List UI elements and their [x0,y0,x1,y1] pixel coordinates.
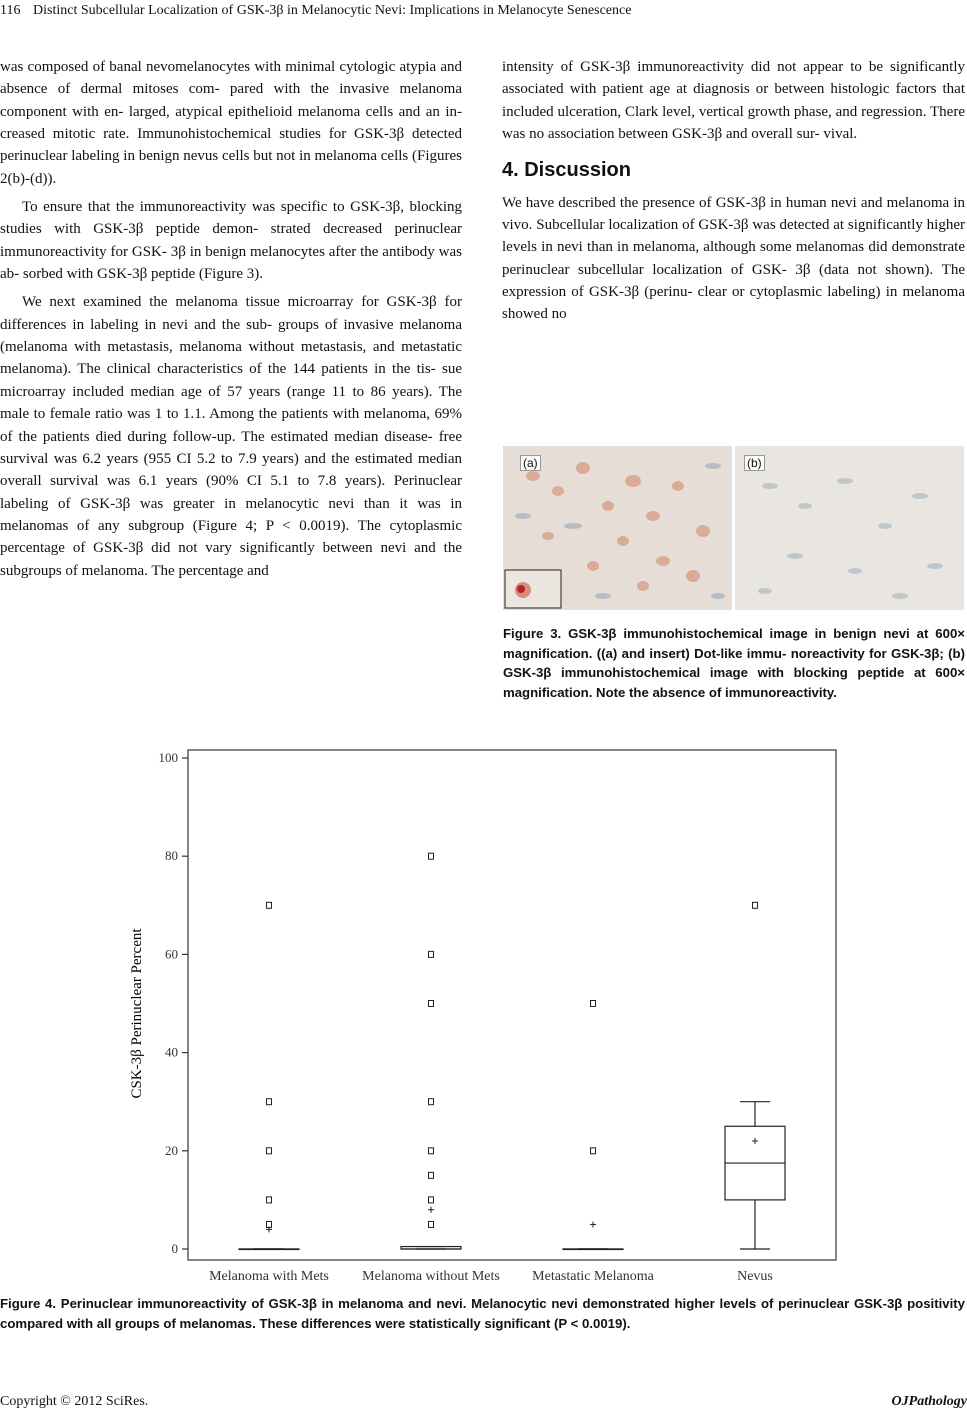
box-plots [239,853,785,1249]
y-tick-label: 60 [165,946,178,962]
outlier-point [429,1148,434,1154]
running-header [0,0,967,22]
section-heading-discussion: 4. Discussion [502,159,631,182]
y-tick-label: 80 [165,848,178,864]
outlier-point [267,1197,272,1203]
page-number: 116 [0,3,21,18]
outlier-point [429,1172,434,1178]
outlier-point [429,1197,434,1203]
outlier-point [267,1099,272,1105]
figure3-caption: Figure 3. GSK-3β immunohistochemical image in benign nevi at 600× magnification. ((a) and insert) Dot-like immu- noreactivity for GSK-3β; (b) GSK-3β immunohistochemical image with blocking peptide at 600× magnification. Note the absence of immunoreactivity. [503,626,965,700]
left-column [0,56,462,582]
paragraph-right-2: We have described the presence of GSK-3β in human nevi and melanoma in vivo. Subcellular localization of GSK-3β was detected at significantly higher levels in nevi than in melanoma, although some melanomas did demonstrate perinuclear subcellular localization of GSK- 3β (data not shown). The expression of GSK-3β (perinu- clear or cytoplasmic labeling) in melanoma showed no [502,194,965,323]
outlier-point [429,1001,434,1007]
running-title: Distinct Subcellular Localization of GSK-3β in Melanocytic Nevi: Implications in Melanocyte Senescence [33,3,632,18]
paragraph-right-1: intensity of GSK-3β immunoreactivity did not appear to be significantly associated with patient age at diagnosis or between histologic factors that included ulceration, Clark level, vertical growth phase, and regression. There was no association between GSK-3β and overall sur- vival. [502,59,965,143]
y-axis-label: CSK-3β Perinuclear Percent [129,928,145,1099]
outlier-point [267,1148,272,1154]
box-nevus [725,902,785,1249]
figure3-panel-b [735,446,964,610]
outlier-point [591,1001,596,1007]
y-axis [159,750,189,1256]
x-axis-labels [209,1269,773,1284]
paragraph-left-1: was composed of banal nevomelanocytes with minimal cytologic atypia and absence of dermal mitoses com- pared with the invasive melanoma component with en- larged, atypical epithelioid melanoma cells and an in- creased mitotic rate. Immunohistochemical studies for GSK-3β detected perinuclear labeling in benign nevus cells but not in melanoma cells (Figures 2(b)-(d)). [0,59,462,187]
outlier-point [591,1148,596,1154]
box-melanoma-without-mets [401,853,461,1249]
outlier-point [753,902,758,908]
panel-label-b: (b) [744,455,765,471]
figure3-panel-a [503,446,732,610]
box-melanoma-with-mets [239,902,299,1249]
copyright-notice: Copyright © 2012 SciRes. [0,1394,149,1409]
outlier-point [429,951,434,957]
paragraph-left-2: To ensure that the immunoreactivity was specific to GSK-3β, blocking studies with GSK-3β peptide demon- strated decreased perinuclear immunoreactivity for GSK- 3β in benign melanocytes after the antibody was ab- sorbed with GSK-3β peptide (Figure 3). [0,199,462,283]
panel-label-a: (a) [520,455,541,471]
journal-name: OJPathology [891,1394,967,1409]
x-tick-label: Metastatic Melanoma [532,1269,654,1284]
plot-frame [188,750,836,1260]
x-tick-label: Nevus [737,1269,773,1284]
y-tick-label: 40 [165,1044,178,1060]
outlier-point [429,1099,434,1105]
outlier-point [429,853,434,859]
figure4-caption: Figure 4. Perinuclear immunoreactivity of GSK-3β in melanoma and nevi. Melanocytic nevi demonstrated higher levels of perinuclear GSK-3β positivity compared with all groups of melanomas. These differences were statistically significant (P < 0.0019). [0,1296,965,1331]
right-column [502,56,965,326]
x-tick-label: Melanoma with Mets [209,1269,329,1284]
outlier-point [267,902,272,908]
histology-image-b [735,446,964,610]
figure4-chart [0,730,967,1290]
y-tick-label: 100 [158,750,178,765]
outlier-point [429,1221,434,1227]
x-tick-label: Melanoma without Mets [362,1269,500,1284]
y-tick-label: 20 [165,1142,178,1158]
box-metastatic-melanoma [563,1001,623,1250]
y-tick-label: 0 [171,1241,178,1256]
paragraph-left-3: We next examined the melanoma tissue microarray for GSK-3β for differences in labeling in nevi and the sub- groups of invasive melanoma (melanoma with metastasis, melanoma without metastasis, and metastatic melanoma). The clinical characteristics of the 144 patients in the tis- sue microarray included median age of 57 years (range 11 to 86 years). The male to female ratio was 1 to 1.1. Among the patients with melanoma, 69% of the patients died during follow-up. The estimated median disease- free survival was 6.2 years (955 CI 5.2 to 7.9 years) and the estimated median overall survival was 6.1 years (90% CI 5.1 to 7.8 years). Perinuclear labeling of GSK-3β was greater in melanocytic nevi than it was in melanomas of any subgroup (Figure 4; P < 0.0019). The cytoplasmic percentage of GSK-3β did not vary significantly between nevi and the subgroups of melanoma. The percentage and [0,294,462,579]
